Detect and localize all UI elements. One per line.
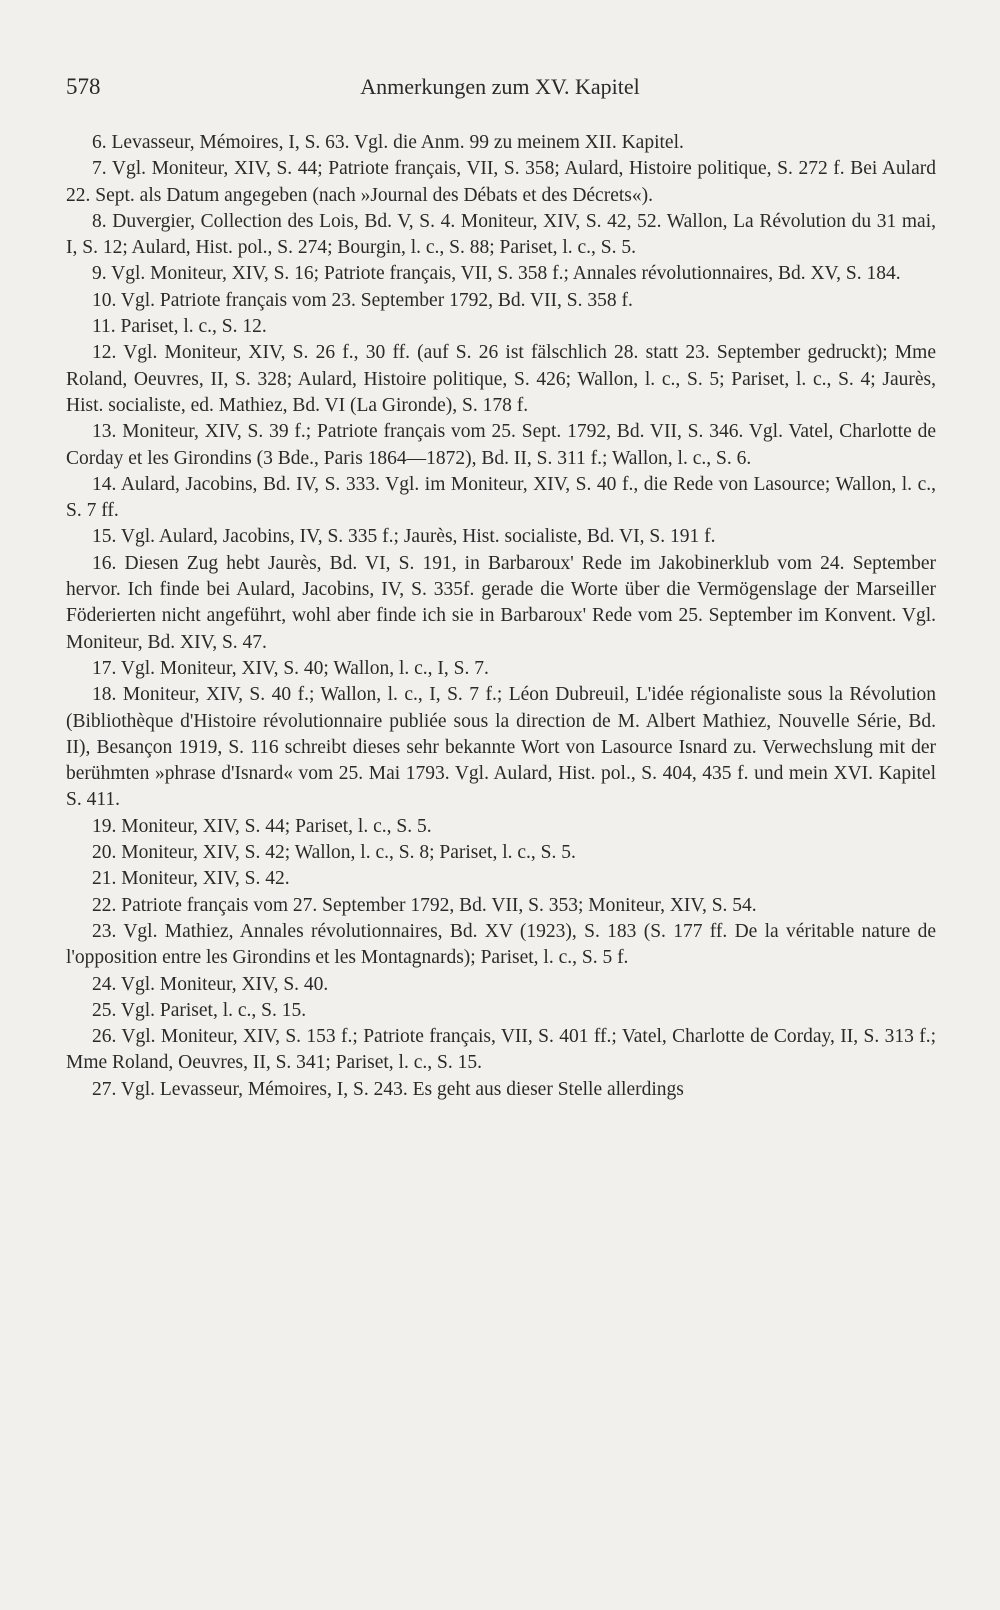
endnote: 20. Moniteur, XIV, S. 42; Wallon, l. c., S. 8; Pariset, l. c., S. 5.: [92, 842, 576, 864]
endnote: 26. Vgl. Moniteur, XIV, S. 153 f.; Patriote français, VII, S. 401 ff.; Vatel, Charlotte de Corday, II, S. 313 f.; Mme Roland, Oeuvres, II, S. 341; Pariset, l. c., S. 15.: [66, 1026, 936, 1074]
endnote: 11. Pariset, l. c., S. 12.: [92, 316, 267, 338]
endnote: 22. Patriote français vom 27. September 1792, Bd. VII, S. 353; Moniteur, XIV, S. 54.: [92, 894, 757, 916]
running-title: Anmerkungen zum XV. Kapitel: [360, 74, 640, 99]
endnote: 25. Vgl. Pariset, l. c., S. 15.: [92, 999, 307, 1021]
endnote: 7. Vgl. Moniteur, XIV, S. 44; Patriote français, VII, S. 358; Aulard, Histoire politique, S. 272 f. Bei Aulard 22. Sept. als Datum angegeben (nach »Journal des Débats et des Décrets«).: [66, 158, 936, 206]
endnote: 19. Moniteur, XIV, S. 44; Pariset, l. c., S. 5.: [92, 815, 432, 837]
page-number: 578: [66, 74, 101, 99]
endnote: 27. Vgl. Levasseur, Mémoires, I, S. 243. Es geht aus dieser Stelle allerdings: [92, 1078, 684, 1100]
endnote: 13. Moniteur, XIV, S. 39 f.; Patriote français vom 25. Sept. 1792, Bd. VII, S. 346. Vgl. Vatel, Charlotte de Corday et les Girondins (3 Bde., Paris 1864—1872), Bd. II, S. 311 f.; Wallon, l. c., S. 6.: [66, 421, 936, 469]
endnote: 17. Vgl. Moniteur, XIV, S. 40; Wallon, l. c., I, S. 7.: [92, 657, 489, 679]
endnote: 23. Vgl. Mathiez, Annales révolutionnaires, Bd. XV (1923), S. 183 (S. 177 ff. De la véritable nature de l'opposition entre les Girondins et les Montagnards); Pariset, l. c., S. 5 f.: [66, 920, 936, 969]
endnote: 15. Vgl. Aulard, Jacobins, IV, S. 335 f.; Jaurès, Hist. socialiste, Bd. VI, S. 191 f.: [92, 526, 716, 548]
endnote: 18. Moniteur, XIV, S. 40 f.; Wallon, l. c., I, S. 7 f.; Léon Dubreuil, L'idée régionaliste sous la Révolution (Bibliothèque d'Histoire révolutionnaire publiée sous la direction de M. Albert Mathiez, Nouvelle Série, Bd. II), Besançon 1919, S. 116 schreibt dieses sehr bekannte Wort von Lasource Isnard zu. Verwechslung mit der berühmten »phrase d'Isnard« vom 25. Mai 1793. Vgl. Aulard, Hist. pol., S. 404, 435 f. und mein XVI. Kapitel S. 411.: [66, 684, 936, 811]
endnote: 24. Vgl. Moniteur, XIV, S. 40.: [92, 973, 329, 995]
endnote: 16. Diesen Zug hebt Jaurès, Bd. VI, S. 191, in Barbaroux' Rede im Jakobinerklub vom 24. September hervor. Ich finde bei Aulard, Jacobins, IV, S. 335f. gerade die Worte über die Vermögenslage der Marseiller Föderierten nicht angeführt, wohl aber finde ich sie in Barbaroux' Rede vom 25. September im Konvent. Vgl. Moniteur, Bd. XIV, S. 47.: [66, 552, 936, 653]
endnote: 8. Duvergier, Collection des Lois, Bd. V, S. 4. Moniteur, XIV, S. 42, 52. Wallon, La Révolution du 31 mai, I, S. 12; Aulard, Hist. pol., S. 274; Bourgin, l. c., S. 88; Pariset, l. c., S. 5.: [66, 210, 936, 259]
endnote: 12. Vgl. Moniteur, XIV, S. 26 f., 30 ff. (auf S. 26 ist fälschlich 28. statt 23. September gedruckt); Mme Roland, Oeuvres, II, S. 328; Aulard, Histoire politique, S. 426; Wallon, l. c., S. 5; Pariset, l. c., S. 4; Jaurès, Hist. socialiste, ed. Mathiez, Bd. VI (La Gironde), S. 178 f.: [66, 342, 936, 416]
endnote: 14. Aulard, Jacobins, Bd. IV, S. 333. Vgl. im Moniteur, XIV, S. 40 f., die Rede von Lasource; Wallon, l. c., S. 7 ff.: [66, 473, 936, 522]
endnotes-list: [66, 130, 936, 1103]
endnote: 6. Levasseur, Mémoires, I, S. 63. Vgl. die Anm. 99 zu meinem XII. Kapitel.: [92, 132, 684, 153]
endnote: 21. Moniteur, XIV, S. 42.: [92, 868, 290, 890]
endnote: 9. Vgl. Moniteur, XIV, S. 16; Patriote français, VII, S. 358 f.; Annales révolutionnaires, Bd. XV, S. 184.: [92, 263, 901, 285]
endnote: 10. Vgl. Patriote français vom 23. September 1792, Bd. VII, S. 358 f.: [92, 289, 633, 311]
page-header: [66, 70, 934, 102]
